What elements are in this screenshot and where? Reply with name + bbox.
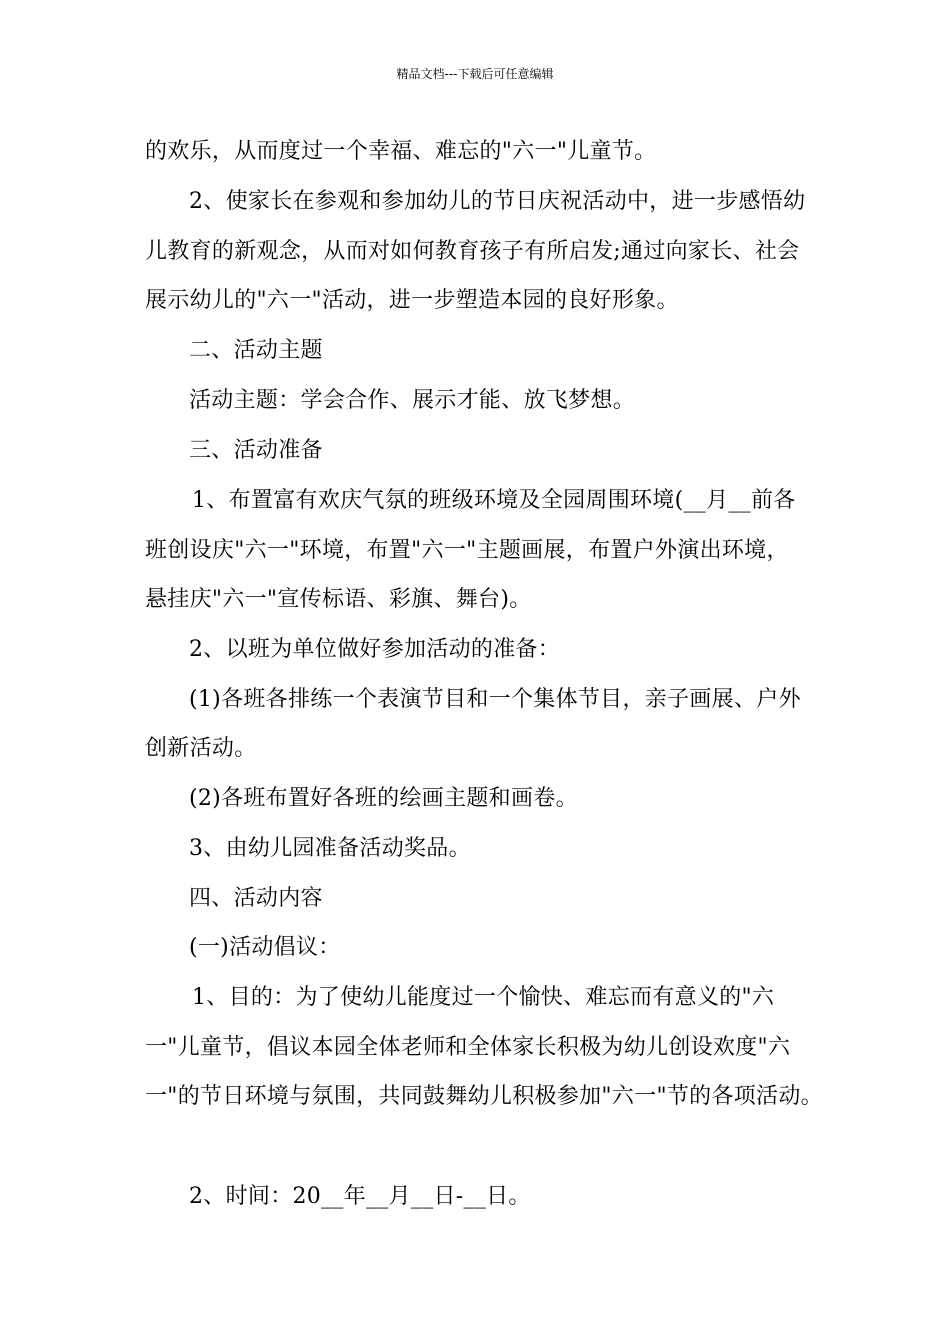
page-header: 精品文档---下载后可任意编辑 [396,67,554,81]
text-line-21: 2、时间：20__年__月__日-__日。 [189,1184,531,1209]
text-line-3: 儿教育的新观念，从而对如何教育孩子有所启发;通过向家长、社会 [145,239,800,264]
text-line-11: 2、以班为单位做好参加活动的准备： [189,637,561,662]
text-line-18: 1、目的：为了使幼儿能度过一个愉快、难忘而有意义的"六 [192,985,775,1010]
text-line-20: 一"的节日环境与氛围，共同鼓舞幼儿积极参加"六一"节的各项活动。 [145,1084,823,1109]
text-line-4: 展示幼儿的"六一"活动，进一步塑造本园的良好形象。 [145,288,679,313]
text-line-10: 悬挂庆"六一"宣传标语、彩旗、舞台)。 [145,587,532,612]
text-line-17: (一)活动倡议： [189,935,341,960]
section-heading-3: 三、活动准备 [189,438,323,463]
text-line-1: 的欢乐，从而度过一个幸福、难忘的"六一"儿童节。 [145,139,657,164]
section-heading-4: 四、活动内容 [189,886,323,911]
text-line-6: 活动主题：学会合作、展示才能、放飞梦想。 [189,388,636,413]
text-line-15: 3、由幼儿园准备活动奖品。 [189,836,471,861]
text-line-19: 一"儿童节，倡议本园全体老师和全体家长积极为幼儿创设欢度"六 [145,1035,791,1060]
text-line-2: 2、使家长在参观和参加幼儿的节日庆祝活动中，进一步感悟幼 [189,189,806,214]
text-line-12: (1)各班各排练一个表演节目和一个集体节目，亲子画展、户外 [189,687,801,712]
section-heading-2: 二、活动主题 [189,338,323,363]
text-line-13: 创新活动。 [145,736,257,761]
text-line-14: (2)各班布置好各班的绘画主题和画卷。 [189,786,578,811]
text-line-9: 班创设庆"六一"环境，布置"六一"主题画展，布置户外演出环境， [145,538,789,563]
text-line-8: 1、布置富有欢庆气氛的班级环境及全园周围环境(__月__前各 [192,488,796,513]
